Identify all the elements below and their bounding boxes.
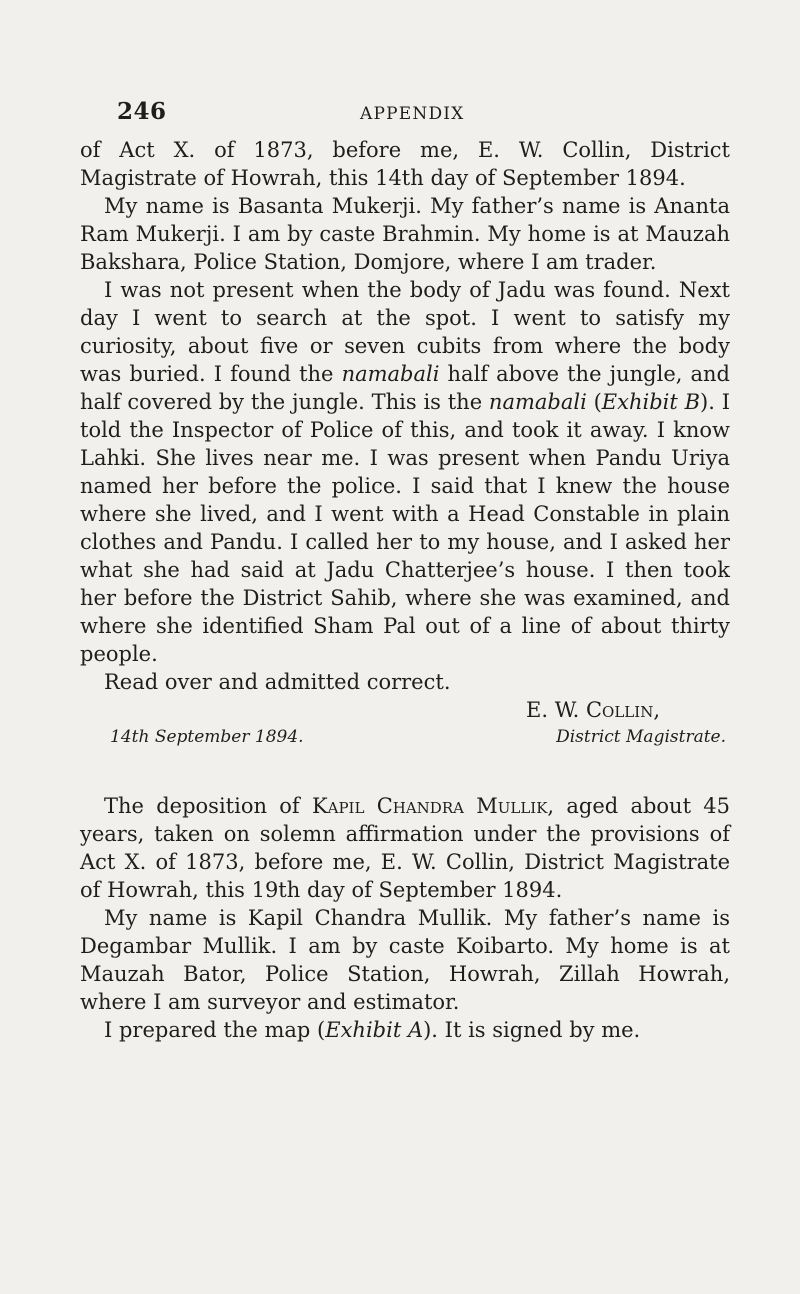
text-run: half above the jungle, and half covered by the jungle. This is the: [80, 362, 730, 414]
text-run: I prepared the map (: [104, 1018, 326, 1042]
deponent-name: Kapil Chandra Mullik: [311, 794, 548, 818]
text-run: I was not present when the body of Jadu was found. Next day I went to search at the spot. I went to satisfy my curiosity, about five or seven cubits from where the body was buried. I found the: [80, 278, 730, 386]
text-run: The deposition of: [104, 794, 312, 818]
term-namabali: namabali: [341, 362, 440, 386]
text-run: , aged about 45 years, taken on solemn affirmation under the provisions of Act X. of 1873, before me, E. W. Collin, District Magistrate of Howrah, this 19th day of September 1894.: [80, 794, 730, 902]
text-run: (: [586, 390, 602, 414]
signature-title: District Magistrate.: [556, 727, 726, 747]
paragraph-map-statement: [80, 1016, 730, 1044]
text-run: ). I told the Inspector of Police of this, and took it away. I know Lahki. She lives near me. I was present when Pandu Uriya named her before the police. I said that I knew the house where she lived, and I went with a Head Constable in plain clothes and Pandu. I called her to my house, and I asked her what she had said at Jadu Chatterjee’s house. I then took her before the District Sahib, where she was examined, and where she identified Sham Pal out of a line of about thirty people.: [80, 390, 731, 666]
signature-row: [80, 726, 730, 748]
exhibit-reference: Exhibit B: [601, 390, 701, 414]
term-namabali: namabali: [488, 390, 587, 414]
section-divider-space: [80, 748, 730, 792]
signature-name: [80, 696, 730, 724]
text-run: ). It is signed by me.: [423, 1018, 641, 1042]
signer-name: E. W. Collin,: [526, 698, 660, 722]
paragraph-witness-testimony: [80, 276, 730, 668]
paragraph-continuation: of Act X. of 1873, before me, E. W. Collin, District Magistrate of Howrah, this 14th day of September 1894.: [80, 138, 730, 190]
paragraph-read-over: Read over and admitted correct.: [104, 670, 451, 694]
page-number: 246: [117, 98, 167, 125]
signature-date: 14th September 1894.: [110, 727, 304, 747]
body-text: [80, 136, 730, 1044]
paragraph-deposition-intro: [80, 792, 730, 904]
running-head: APPENDIX: [360, 104, 465, 124]
paragraph-deponent-identity: My name is Kapil Chandra Mullik. My father’s name is Degambar Mullik. I am by caste Koibarto. My home is at Mauzah Bator, Police Station, Howrah, Zillah Howrah, where I am surveyor and estimator.: [80, 906, 730, 1014]
paragraph-witness-identity: My name is Basanta Mukerji. My father’s name is Ananta Ram Mukerji. I am by caste Brahmin. My home is at Mauzah Bakshara, Police Station, Domjore, where I am trader.: [80, 194, 730, 274]
exhibit-reference: Exhibit A: [325, 1018, 424, 1042]
